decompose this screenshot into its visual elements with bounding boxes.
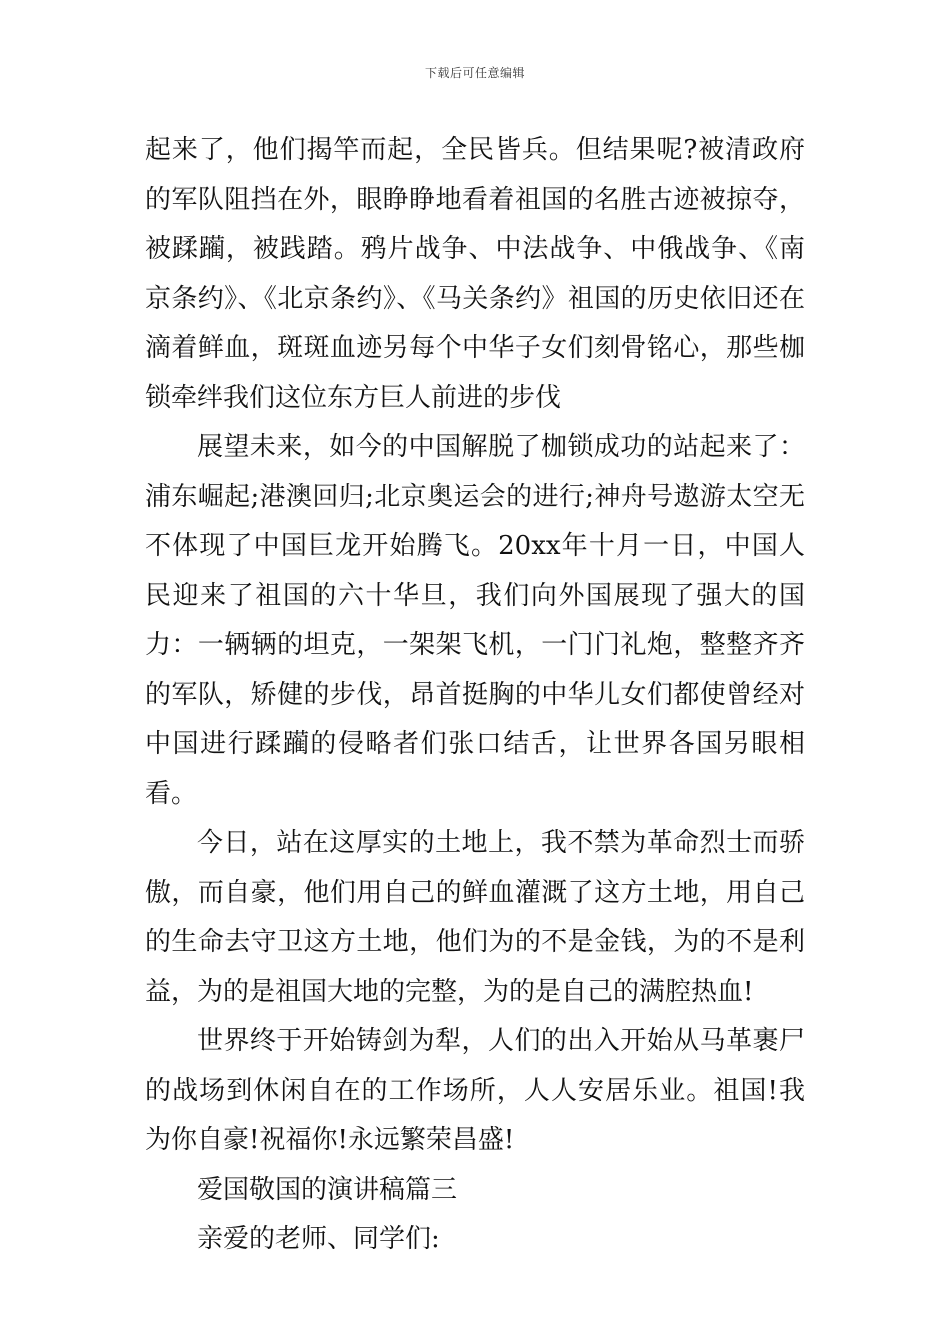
paragraph-history: 起来了，他们揭竿而起，全民皆兵。但结果呢?被清政府的军队阻挡在外，眼睁睁地看着祖国的名胜古迹被掠夺，被蹂躏，被践踏。鸦片战争、中法战争、中俄战争、《南京条约》、《北京条约》、《马关条约》祖国的历史依旧还在滴着鲜血，斑斑血迹另每个中华子女们刻骨铭心，那些枷锁牵绊我们这位东方巨人前进的步伐 — [145, 135, 805, 413]
paragraph-future: 展望未来，如今的中国解脱了枷锁成功的站起来了：浦东崛起;港澳回归;北京奥运会的进行;神舟号遨游太空无不体现了中国巨龙开始腾飞。20xx年十月一日，中国人民迎来了祖国的六十华旦，我们向外国展现了强大的国力：一辆辆的坦克，一架架飞机，一门门礼炮，整整齐齐的军队，矫健的步伐，昂首挺胸的中华儿女们都使曾经对中国进行蹂躏的侵略者们张口结舌，让世界各国另眼相看。 — [145, 432, 805, 809]
document-body — [145, 126, 805, 1265]
page-header-note: 下载后可任意编辑 — [424, 66, 525, 80]
paragraph-today: 今日，站在这厚实的土地上，我不禁为革命烈士而骄傲，而自豪，他们用自己的鲜血灌溉了这方土地，用自己的生命去守卫这方土地，他们为的不是金钱，为的不是利益，为的是祖国大地的完整，为的是自己的满腔热血! — [145, 828, 805, 1007]
paragraph-peace: 世界终于开始铸剑为犁，人们的出入开始从马革裹尸的战场到休闲自在的工作场所，人人安居乐业。祖国!我为你自豪!祝福你!永远繁荣昌盛! — [145, 1026, 805, 1155]
speech-greeting: 亲爱的老师、同学们: — [197, 1224, 440, 1254]
section-heading: 爱国敬国的演讲稿篇三 — [197, 1174, 458, 1205]
